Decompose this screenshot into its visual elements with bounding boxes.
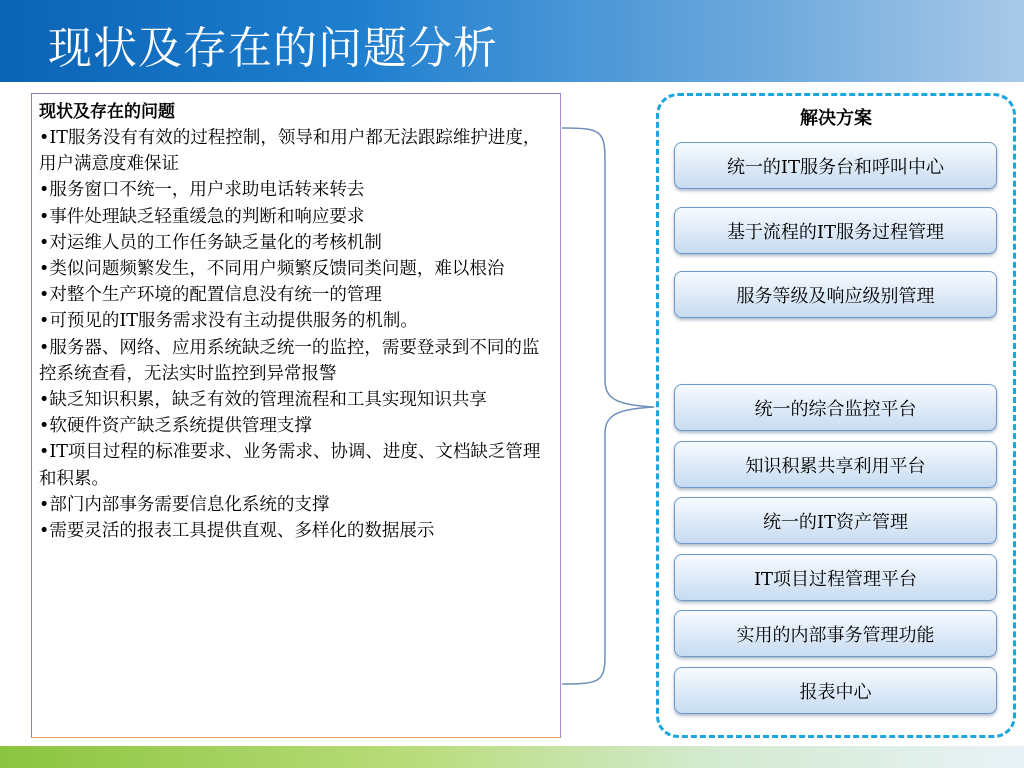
- solutions-heading: 解决方案: [800, 108, 872, 129]
- list-item: • 对整个生产环境的配置信息没有统一的管理: [39, 282, 553, 308]
- problems-list: [39, 125, 553, 544]
- list-item: • 对运维人员的工作任务缺乏量化的考核机制: [39, 230, 553, 256]
- list-item: • IT服务没有有效的过程控制，领导和用户都无法跟踪维护进度，用户满意度难保证: [39, 125, 553, 177]
- list-item: • 可预见的IT服务需求没有主动提供服务的机制。: [39, 308, 553, 334]
- list-item: • 类似问题频繁发生，不同用户频繁反馈同类问题，难以根治: [39, 256, 553, 282]
- solution-service-desk-button[interactable]: 统一的IT服务台和呼叫中心: [674, 142, 997, 189]
- solution-report-center-button[interactable]: 报表中心: [674, 667, 997, 714]
- solution-knowledge-button[interactable]: 知识积累共享利用平台: [674, 441, 997, 488]
- list-item: • 服务器、网络、应用系统缺乏统一的监控，需要登录到不同的监控系统查看，无法实时监控到异常报警: [39, 335, 553, 387]
- solution-asset-management-button[interactable]: 统一的IT资产管理: [674, 497, 997, 544]
- list-item: • 事件处理缺乏轻重缓急的判断和响应要求: [39, 204, 553, 230]
- list-item: • 部门内部事务需要信息化系统的支撑: [39, 492, 553, 518]
- solution-internal-affairs-button[interactable]: 实用的内部事务管理功能: [674, 610, 997, 657]
- solution-monitoring-button[interactable]: 统一的综合监控平台: [674, 384, 997, 431]
- list-item: • IT项目过程的标准要求、业务需求、协调、进度、文档缺乏管理和积累。: [39, 439, 553, 491]
- solution-project-management-button[interactable]: IT项目过程管理平台: [674, 554, 997, 601]
- footer-bar: [0, 746, 1024, 768]
- list-item: • 缺乏知识积累，缺乏有效的管理流程和工具实现知识共享: [39, 387, 553, 413]
- problems-heading: 现状及存在的问题: [39, 102, 175, 122]
- problems-panel: [31, 93, 561, 738]
- list-item: • 软硬件资产缺乏系统提供管理支撑: [39, 413, 553, 439]
- brace-connector: [560, 100, 660, 690]
- solution-process-management-button[interactable]: 基于流程的IT服务过程管理: [674, 207, 997, 254]
- solution-service-level-button[interactable]: 服务等级及响应级别管理: [674, 271, 997, 318]
- list-item: • 需要灵活的报表工具提供直观、多样化的数据展示: [39, 518, 553, 544]
- list-item: • 服务窗口不统一，用户求助电话转来转去: [39, 177, 553, 203]
- slide-title: 现状及存在的问题分析: [48, 23, 498, 74]
